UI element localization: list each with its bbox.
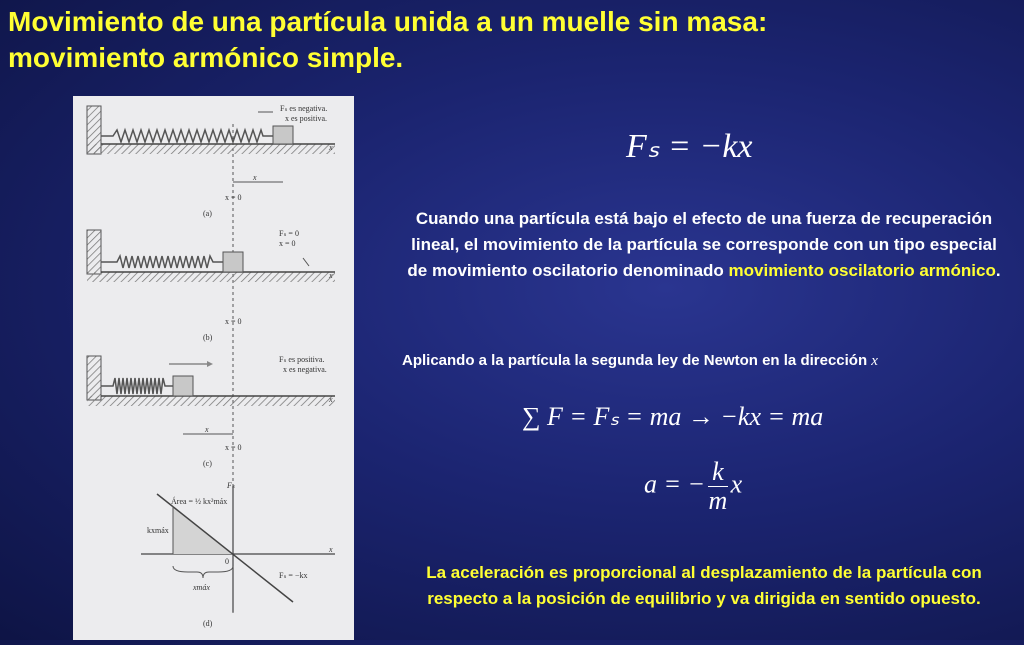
description-main: Cuando una partícula está bajo el efecto de una fuerza de recuperación lineal, el movimiento de la partícula se corresponde con un tipo especial de movimiento oscilatorio denominado	[407, 209, 997, 280]
newton-intro	[402, 352, 1012, 370]
panel-a	[87, 104, 335, 218]
conclusion-text: La aceleración es proporcional al desplazamiento de la partícula con respecto a la posición de equilibrio y va dirigida en sentido opuesto.	[426, 563, 982, 608]
spring-b	[101, 256, 223, 268]
acceleration-equation	[644, 458, 742, 515]
panel-a-displacement: x	[253, 173, 257, 182]
xmax-label: xmáx	[193, 583, 210, 592]
block-c	[173, 376, 193, 396]
svg-text:x: x	[329, 395, 333, 404]
area-label: Área = ½ kx²máx	[171, 497, 228, 506]
title-line-2: movimiento armónico simple.	[8, 42, 404, 73]
panel-c-caption: (c)	[203, 459, 212, 468]
accel-denominator: m	[708, 486, 728, 515]
line-label: Fₛ = −kx	[279, 571, 308, 580]
panel-d-caption: (d)	[203, 619, 213, 628]
block-a	[273, 126, 293, 144]
block-b	[223, 252, 243, 272]
panel-c-eq-label: x = 0	[225, 443, 242, 452]
accel-fraction	[708, 458, 728, 515]
accel-numerator: k	[708, 458, 728, 487]
wall-b	[87, 230, 101, 274]
spring-figure	[73, 96, 354, 640]
spring-a	[101, 130, 273, 142]
spring-c	[101, 378, 173, 394]
panel-b-eq-label: x = 0	[225, 317, 242, 326]
newton-var: x	[871, 353, 878, 369]
x-axis-label: x	[329, 545, 333, 554]
panel-a-eq-label: x = 0	[225, 193, 242, 202]
description-end: .	[995, 261, 1001, 280]
panel-b-note-1: Fₛ = 0	[279, 229, 299, 238]
panel-c-displacement: x	[205, 425, 209, 434]
accel-rhs: x	[730, 469, 743, 499]
panel-a-note-2: x es positiva.	[285, 114, 327, 123]
newton-equation: ∑ F = Fₛ = ma → −kx = ma	[522, 402, 824, 431]
fs-axis-label: Fₛ	[227, 481, 235, 490]
panel-b-caption: (b)	[203, 333, 213, 342]
description-text	[404, 206, 1004, 284]
panel-b	[87, 229, 335, 342]
slide-title	[8, 4, 1008, 76]
panel-a-caption: (a)	[203, 209, 212, 218]
floor-c	[87, 396, 335, 406]
spring-diagram	[73, 96, 354, 640]
hooke-equation: Fₛ = −kx	[626, 128, 753, 165]
panel-a-note-1: Fₛ es negativa.	[280, 104, 328, 113]
floor-b	[87, 272, 335, 282]
panel-b-note-2: x = 0	[279, 239, 296, 248]
newton-intro-text: Aplicando a la partícula la segunda ley de Newton en la dirección	[402, 352, 872, 369]
svg-text:x: x	[329, 143, 333, 152]
wall-c	[87, 356, 101, 400]
panel-c-note-1: Fₛ es positiva.	[279, 355, 325, 364]
origin-label: 0	[225, 557, 229, 566]
svg-text:x: x	[329, 271, 333, 280]
floor-a	[87, 144, 335, 154]
panel-c	[87, 355, 335, 468]
panel-d	[141, 481, 335, 628]
kx-label: kxmáx	[147, 526, 169, 535]
accel-lhs: a = −	[644, 469, 706, 499]
description-highlight: movimiento oscilatorio armónico	[728, 261, 996, 280]
title-line-1: Movimiento de una partícula unida a un muelle sin masa:	[8, 6, 768, 37]
panel-c-note-2: x es negativa.	[283, 365, 327, 374]
arrow-right-icon	[207, 361, 213, 367]
